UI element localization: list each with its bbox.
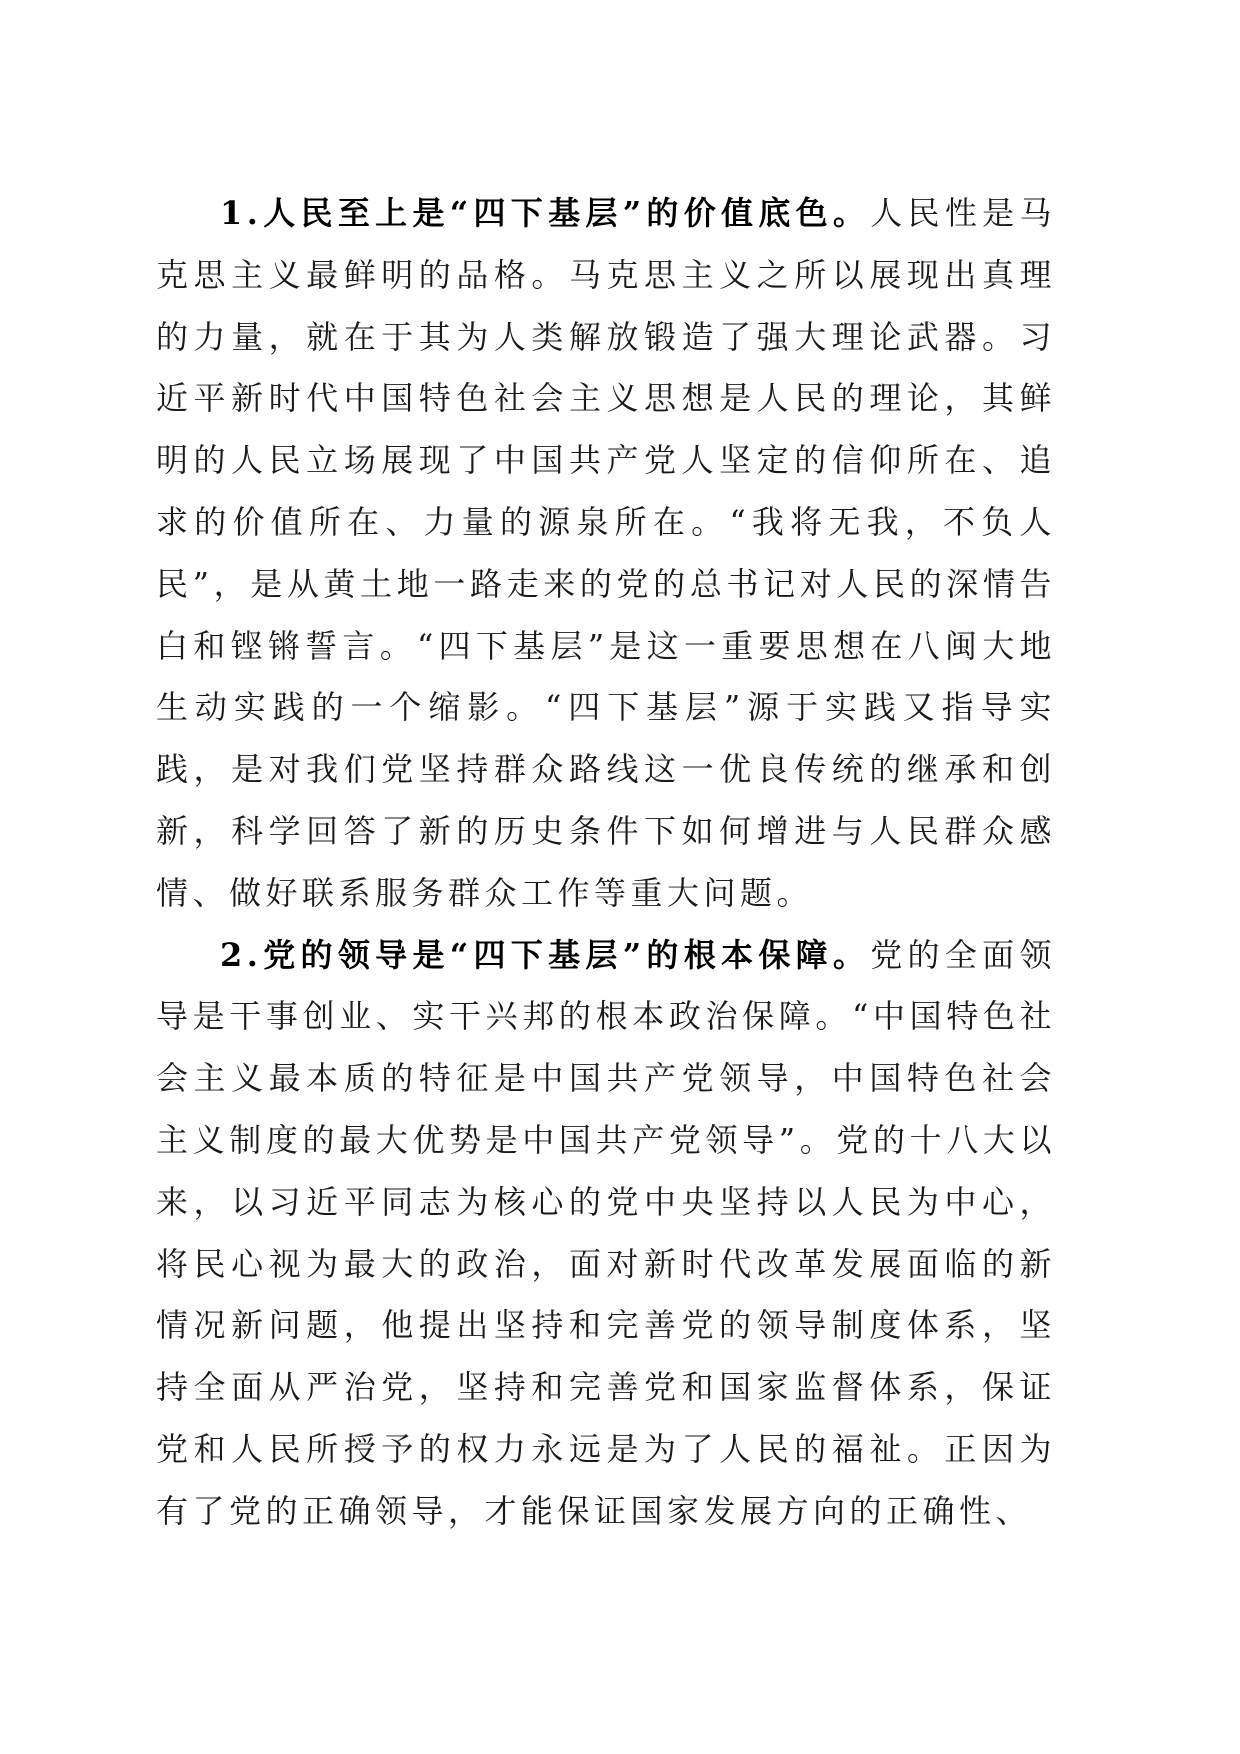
paragraph-1 <box>156 183 1056 925</box>
paragraph-1-heading: 1.人民至上是“四下基层”的价值底色。 <box>220 194 871 232</box>
paragraph-2 <box>156 925 1056 1543</box>
paragraph-2-heading: 2.党的领导是“四下基层”的根本保障。 <box>220 935 871 974</box>
paragraph-2-text: 党的全面领导是干事创业、实干兴邦的根本政治保障。“中国特色社会主义最本质的特征是中国共产党领导，中国特色社会主义制度的最大优势是中国共产党领导”。党的十八大以来，以习近平同志为核心的党中央坚持以人民为中心，将民心视为最大的政治，面对新时代改革发展面临的新情况新问题，他提出坚持和完善党的领导制度体系，坚持全面从严治党，坚持和完善党和国家监督体系，保证党和人民所授予的权力永远是为了人民的福祉。正因为有了党的正确领导，才能保证国家发展方向的正确性、 <box>156 935 1056 1530</box>
document-body <box>156 183 1056 1543</box>
paragraph-1-text: 人民性是马克思主义最鲜明的品格。马克思主义之所以展现出真理的力量，就在于其为人类解放锻造了强大理论武器。习近平新时代中国特色社会主义思想是人民的理论，其鲜明的人民立场展现了中国共产党人坚定的信仰所在、追求的价值所在、力量的源泉所在。“我将无我，不负人民”，是从黄土地一路走来的党的总书记对人民的深情告白和铿锵誓言。“四下基层”是这一重要思想在八闽大地生动实践的一个缩影。“四下基层”源于实践又指导实践，是对我们党坚持群众路线这一优良传统的继承和创新，科学回答了新的历史条件下如何增进与人民群众感情、做好联系服务群众工作等重大问题。 <box>156 194 1056 912</box>
